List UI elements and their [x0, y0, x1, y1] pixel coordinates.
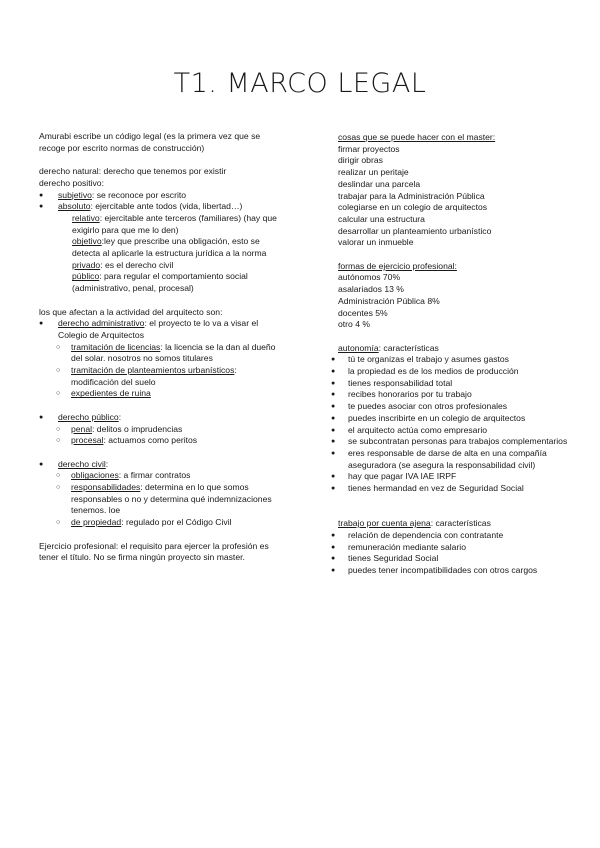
list-item: realizar un peritaje: [338, 167, 409, 178]
civil-sublist: [39, 470, 284, 529]
list-item: [39, 388, 284, 400]
definition: :ley que prescribe una obligación, esto se detecta al aplicarle la estructura jurídica a la norma: [72, 236, 267, 259]
term: penal: [71, 423, 93, 434]
list-item: ● tienes Seguridad Social: [331, 553, 568, 565]
list-item: desarrollar un planteamiento urbanístico: [338, 225, 492, 236]
formas-heading: formas de ejercicio profesional:: [338, 260, 457, 271]
definition: : se reconoce por escrito: [91, 189, 187, 200]
term: procesal: [71, 435, 104, 446]
definition: : regulado por el Código Civil: [121, 517, 232, 528]
term: derecho público: [58, 411, 119, 422]
definition: : ejercitable ante terceros (familiares) (hay que exigirlo para que me lo den): [72, 212, 277, 235]
definition: : modificación del suelo: [71, 365, 237, 387]
definition: : características: [430, 518, 491, 529]
term: autonomía: [338, 342, 379, 353]
term: tramitación de licencias: [71, 341, 161, 352]
autonomia-list: [331, 354, 568, 494]
ajena-heading: [338, 518, 568, 530]
master-heading: cosas que se puede hacer con el master:: [338, 132, 496, 142]
term: expedientes de ruina: [71, 388, 151, 399]
derecho-positivo-list: [39, 190, 284, 213]
privado: [72, 260, 284, 272]
list-item: ● se subcontratan personas para trabajos complementarios: [331, 436, 568, 448]
right-column: [338, 132, 568, 577]
definition: : para regular el comportamiento social (administrativo, penal, procesal): [72, 271, 248, 294]
list-item: valorar un inmueble: [338, 237, 414, 248]
term: derecho administrativo: [58, 318, 145, 329]
list-item: ● el arquitecto actúa como empresario: [331, 425, 568, 437]
list-item: [39, 342, 284, 365]
definition: : es el derecho civil: [100, 259, 174, 270]
list-item: ● tú te organizas el trabajo y asumes gastos: [331, 354, 568, 366]
list-item: ● remuneración mediante salario: [331, 542, 568, 554]
term: relativo: [72, 212, 100, 223]
list-item: calcular una estructura: [338, 213, 425, 224]
derecho-publico-list: [39, 412, 284, 424]
intro-paragraph: Amurabi escribe un código legal (es la primera vez que se recoge por escrito normas de construcción): [39, 131, 261, 153]
list-item: ● tienes hermandad en vez de Seguridad Social: [331, 483, 568, 495]
term: privado: [72, 259, 101, 270]
list-item: otro 4 %: [338, 319, 371, 330]
derecho-natural: derecho natural: derecho que tenemos por existir: [39, 166, 227, 177]
objetivo: [72, 236, 284, 259]
list-item: [39, 424, 284, 436]
list-item: [39, 470, 284, 482]
list-item: docentes 5%: [338, 307, 388, 318]
administrativo-sublist: [39, 342, 284, 401]
term: de propiedad: [71, 517, 122, 528]
term: subjetivo: [58, 189, 92, 200]
term: responsabilidades: [71, 482, 141, 493]
list-item: trabajar para la Administración Pública: [338, 190, 485, 201]
list-item: asalariados 13 %: [338, 284, 404, 295]
definition: : delitos o imprudencias: [92, 423, 183, 434]
left-column: [39, 131, 284, 564]
list-item: [39, 365, 284, 388]
publico: [72, 271, 284, 294]
list-item: ● eres responsable de darse de alta en una compañía aseguradora (se asegura la responsabilidad civil): [331, 448, 568, 471]
list-item: ● hay que pagar IVA IAE IRPF: [331, 471, 568, 483]
list-item: ● relación de dependencia con contratante: [331, 530, 568, 542]
definition: : actuamos como peritos: [103, 435, 198, 446]
definition: : el proyecto te lo va a visar el Colegio de Arquitectos: [58, 318, 259, 340]
page-title: T1. MARCO LEGAL: [173, 68, 427, 99]
definition: : ejercitable ante todos (vida, libertad…): [90, 201, 243, 212]
ajena-list: [331, 530, 568, 577]
list-item: [39, 190, 284, 202]
list-item: dirigir obras: [338, 155, 383, 166]
list-item: ● puedes tener incompatibilidades con otros cargos: [331, 565, 568, 577]
list-item: [39, 435, 284, 447]
master-list: [338, 144, 568, 249]
term: absoluto: [58, 201, 91, 212]
derecho-positivo: derecho positivo:: [39, 177, 104, 188]
list-item: deslindar una parcela: [338, 178, 421, 189]
ejercicio-profesional: Ejercicio profesional: el requisito para ejercer la profesión es tener el título. No se firma ningún proyecto sin master.: [39, 540, 269, 563]
definition: : características: [378, 342, 439, 353]
list-item: [39, 318, 284, 341]
list-item: Administración Pública 8%: [338, 295, 440, 306]
list-item: ● tienes responsabilidad total: [331, 378, 568, 390]
formas-list: [338, 272, 568, 331]
derecho-administrativo-list: [39, 318, 284, 341]
list-item: [39, 412, 284, 424]
definition: :: [105, 458, 109, 469]
subcategories: [39, 213, 284, 295]
definition: : la licencia se la dan al dueño del solar. nosotros no somos titulares: [71, 341, 276, 364]
autonomia-heading: [338, 343, 568, 355]
list-item: ● te puedes asociar con otros profesionales: [331, 401, 568, 413]
term: obligaciones: [71, 470, 119, 481]
list-item: firmar proyectos: [338, 143, 400, 154]
list-item: autónomos 70%: [338, 272, 401, 283]
list-item: [39, 201, 284, 213]
definition: : determina en lo que somos responsables o no y determina qué indemnizaciones tenemos. loe: [71, 482, 272, 516]
leyes-intro: los que afectan a la actividad del arquitecto son:: [39, 306, 223, 317]
list-item: ● la propiedad es de los medios de producción: [331, 366, 568, 378]
list-item: [39, 517, 284, 529]
definition: :: [118, 411, 122, 422]
list-item: [39, 482, 284, 517]
term: trabajo por cuenta ajena: [338, 518, 431, 529]
list-item: ● recibes honorarios por tu trabajo: [331, 389, 568, 401]
list-item: ● puedes inscribirte en un colegio de arquitectos: [331, 413, 568, 425]
relativo: [72, 213, 284, 236]
term: derecho civil: [58, 458, 106, 469]
derecho-civil-list: [39, 459, 284, 471]
list-item: colegiarse en un colegio de arquitectos: [338, 202, 488, 213]
definition: : a firmar contratos: [118, 470, 191, 481]
term: tramitación de planteamientos urbanísticos: [71, 365, 235, 376]
publico-sublist: [39, 424, 284, 447]
list-item: [39, 459, 284, 471]
term: público: [72, 271, 100, 282]
term: objetivo: [72, 236, 102, 247]
